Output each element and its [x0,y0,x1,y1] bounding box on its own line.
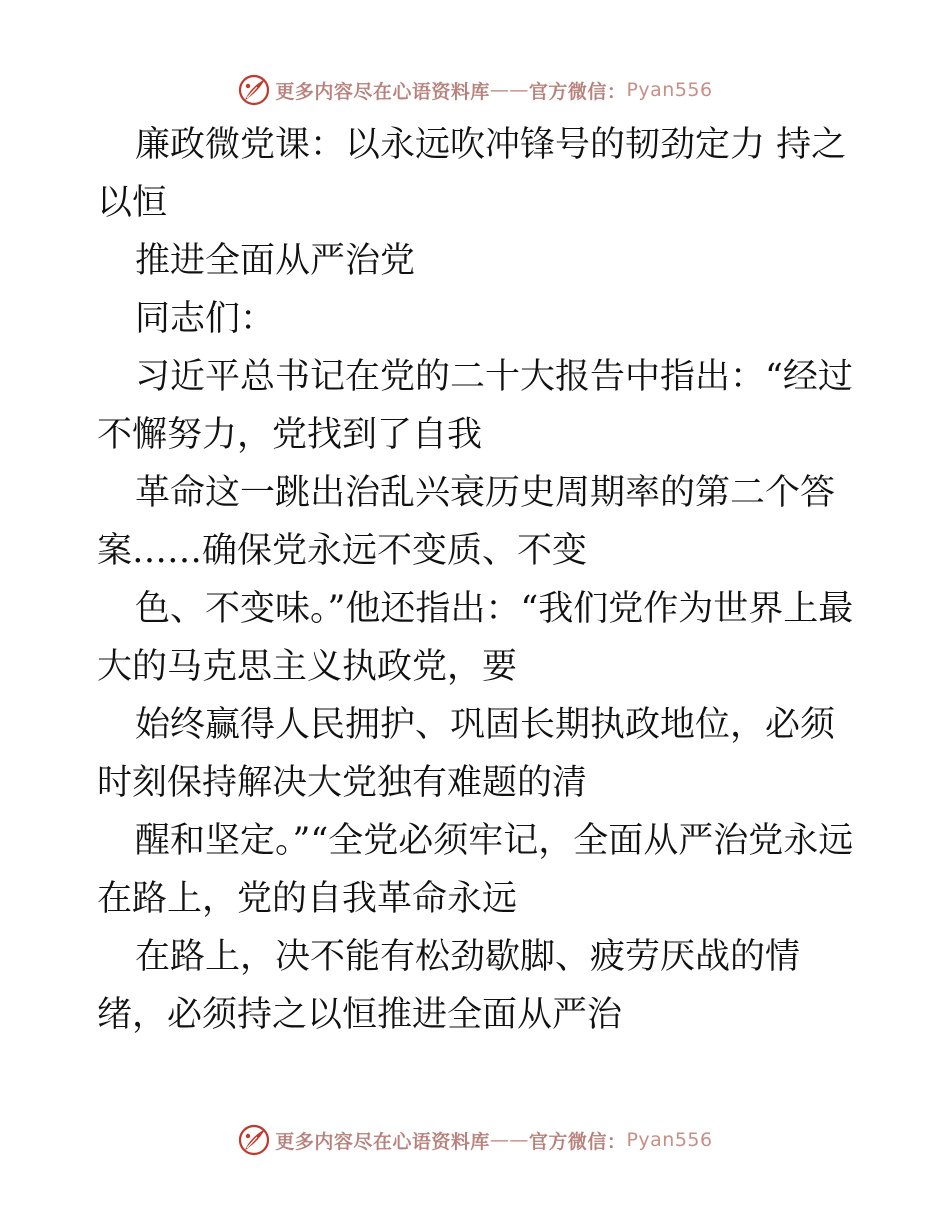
header-wechat-label: 官方微信： [528,80,627,103]
footer-wechat-id: Pyan556 [626,1129,713,1151]
header-site-text: 更多内容尽在心语资料库 [275,80,490,103]
body-paragraph: 在路上，决不能有松劲歇脚、疲劳厌战的情绪，必须持之以恒推进全面从严治 [97,937,801,1035]
doc-title-line-1: 廉政微党课：以永远吹冲锋号的韧劲定力 持之以恒 [97,125,847,223]
document-body [97,116,857,1044]
quill-logo-icon [237,73,271,107]
footer-dash: —— [489,1129,529,1151]
footer-site-text: 更多内容尽在心语资料库 [275,1130,490,1153]
body-paragraph: 始终赢得人民拥护、巩固长期执政地位，必须时刻保持解决大党独有难题的清 [97,705,836,803]
body-paragraph: 习近平总书记在党的二十大报告中指出：“经过不懈努力，党找到了自我 [97,357,853,455]
header-wechat-id: Pyan556 [626,79,713,101]
footer-wechat-label: 官方微信： [528,1130,627,1153]
header-dash: —— [489,79,529,101]
body-paragraph: 醒和坚定。”“全党必须牢记，全面从严治党永远在路上，党的自我革命永远 [97,821,854,919]
header-watermark-banner [0,70,950,110]
body-paragraph: 色、不变味。”他还指出：“我们党作为世界上最大的马克思主义执政党，要 [97,589,854,687]
footer-watermark-banner [0,1120,950,1160]
body-paragraph: 革命这一跳出治乱兴衰历史周期率的第二个答案……确保党永远不变质、不变 [97,473,836,571]
doc-title-line-2: 推进全面从严治党 [135,241,416,281]
salutation: 同志们： [135,299,276,339]
quill-logo-icon [237,1123,271,1157]
